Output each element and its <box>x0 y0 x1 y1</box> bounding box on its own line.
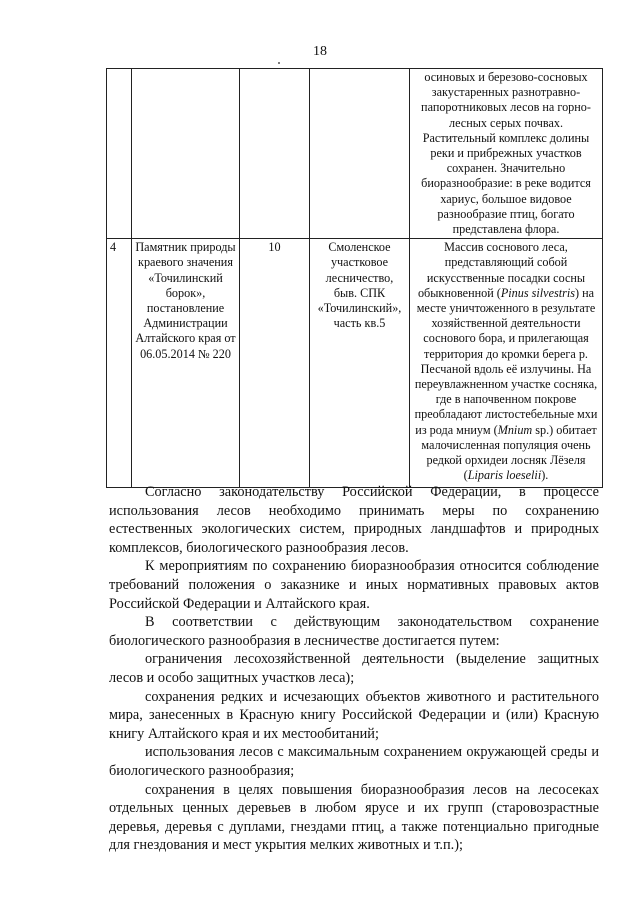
body-text <box>109 483 599 855</box>
cell-area <box>240 69 310 239</box>
protected-areas-table <box>106 68 603 488</box>
page-number: 18 <box>313 44 327 59</box>
paragraph: использования лесов с максимальным сохранением окружающей среды и биологического разнообразия; <box>109 744 599 779</box>
paragraph: сохранения в целях повышения биоразнообразия лесов на лесосеках отдельных ценных деревьев в любом ярусе и их групп (старовозрастные деревья, деревья с дуплами, гнездами птиц, а также потенциально пригодные для гнездования и мест укрытия мелких животных и т.п.); <box>109 781 599 854</box>
latin-name: Mnium <box>497 422 533 437</box>
latin-name: Pinus silvestris <box>500 285 575 300</box>
cell-number: 4 <box>107 239 132 488</box>
paragraph: В соответствии с действующим законодательством сохранение биологического разнообразия в лесничестве достигается путем: <box>109 614 599 649</box>
cell-location <box>310 69 410 239</box>
latin-name: Liparis loeselii <box>467 468 542 483</box>
paragraph: ограничения лесохозяйственной деятельности (выделение защитных лесов и особо защитных участков леса); <box>109 651 599 686</box>
table-row <box>107 69 603 239</box>
cell-number <box>107 69 132 239</box>
paragraph: К мероприятиям по сохранению биоразнообразия относится соблюдение требований положения о заказнике и иных нормативных правовых актов Российской Федерации и Алтайского края. <box>109 558 599 612</box>
cell-location: Смоленское участковое лесничество, быв. СПК «Точилинский», часть кв.5 <box>310 239 410 488</box>
cell-description: Массив соснового леса, представляющий собой искусственные посадки сосны обыкновенной (Pinus silvestris) на месте уничтоженного в результате хозяйственной деятельности соснового бора, и прилегающая территория до кромки берега р. Песчаной вдоль её излучины. На переувлажненном участке сосняка, где в напочвенном покрове преобладают листостебельные мхи из рода мниум (Mnium sp.) обитает малочисленная популяция очень редкой орхидеи лосняк Лёзеля (Liparis loeselii). <box>410 239 603 488</box>
cell-description: осиновых и березово-сосновых закустаренных разнотравно-папоротниковых лесов на горно-лесных серых почвах. Растительный комплекс долины реки и прибрежных участков сохранен. Значительно биоразнообразие: в реке водится хариус, большое видовое разнообразие птиц, богато представлена флора. <box>410 69 603 239</box>
paragraph: сохранения редких и исчезающих объектов животного и растительного мира, занесенных в Красную книгу Российской Федерации и (или) Красную книгу Алтайского края и их местообитаний; <box>109 688 599 742</box>
scan-artifact <box>278 62 280 64</box>
cell-object: Памятник природы краевого значения «Точилинский борок», постановление Администрации Алтайского края от 06.05.2014 № 220 <box>132 239 240 488</box>
table-row <box>107 239 603 488</box>
cell-object <box>132 69 240 239</box>
cell-area: 10 <box>240 239 310 488</box>
paragraph: Согласно законодательству Российской Федерации, в процессе использования лесов необходимо принимать меры по сохранению естественных экологических систем, природных ландшафтов и природных комплексов, биологического разнообразия лесов. <box>109 484 599 556</box>
